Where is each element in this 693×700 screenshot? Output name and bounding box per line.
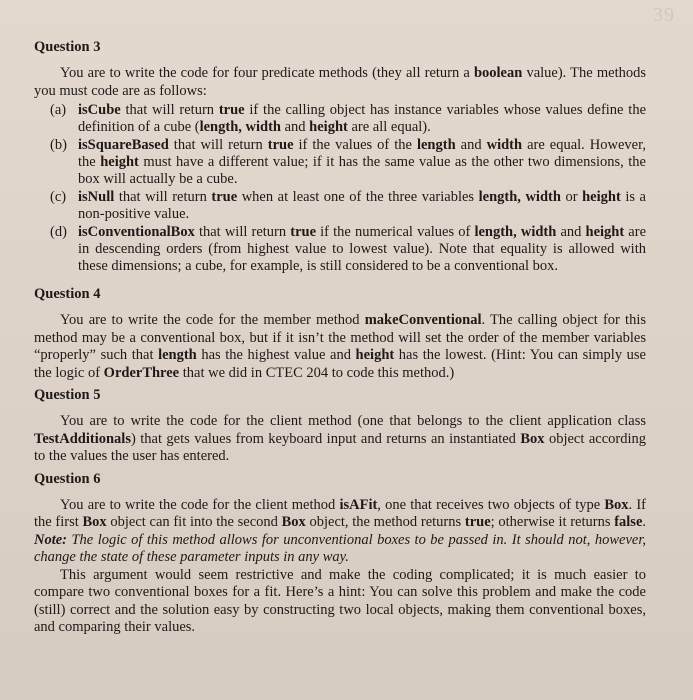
question-3-heading: Question 3 <box>34 39 101 55</box>
question-6-text: You are to write the code for the client method isAFit, one that receives two objects of type Box. If the first Box object can fit into the second Box object, the method returns true; otherwise it returns false. Note: The logic of this method allows for unconventional boxes to be passed in. It should not, however, change the state of these parameter inputs in any way. <box>34 496 646 565</box>
question-3 <box>34 38 646 275</box>
question-6-heading: Question 6 <box>34 470 101 487</box>
note-text: The logic of this method allows for unconventional boxes to be passed in. It should not, however, change the state of these parameter inputs in any way. <box>34 531 646 565</box>
note-label: Note: <box>34 531 68 548</box>
list-item-text: isConventionalBox that will return true if the numerical values of length, width and height are in descending orders (from highest value to lowest value). Note that equality is allowed with these dimensions; a cube, for example, is still considered to be a conventional box. <box>78 224 647 274</box>
question-6 <box>34 470 646 637</box>
intro-text: You are to write the code for four predicate methods (they all return a <box>60 65 474 81</box>
list-item-text: isNull that will return true when at least one of the three variables length, width or height is a non-positive value. <box>78 189 646 222</box>
list-marker: (a) <box>50 102 67 118</box>
intro-text: value). The methods you must code are as follows: <box>34 65 646 99</box>
question-3-intro <box>34 65 646 100</box>
list-item-text: isCube that will return true if the calling object has instance variables whose values define the definition of a cube (length, width and height are all equal). <box>78 102 647 135</box>
intro-bold-term: boolean <box>473 65 523 81</box>
question-4-text: You are to write the code for the member method makeConventional. The calling object for this method may be a conventional box, but if it isn’t the method will set the order of the member variables “properly” such that length has the highest value and height has the lowest. (Hint: You can simply use the logic of OrderThree that we did in CTEC 204 to code this method.) <box>34 312 647 381</box>
list-item-text: isSquareBased that will return true if the values of the length and width are equal. However, the height must have a different value; if it has the same value as the other two dimensions, the box will actually be a cube. <box>78 137 646 187</box>
list-marker: (b) <box>50 137 67 153</box>
page-number: 39 <box>653 4 675 26</box>
question-5 <box>34 386 646 466</box>
question-5-heading: Question 5 <box>34 387 101 403</box>
question-6-hint-paragraph: This argument would seem restrictive and make the coding complicated; it is much easier to compare two conventional boxes for a fit. Here’s a hint: You can solve this problem and make the code (still) correct and the solution easy by constructing two local objects, making them conventional boxes, and comparing their values. <box>34 566 646 635</box>
predicate-method-list <box>34 102 646 275</box>
document-body <box>34 38 646 637</box>
method-name: isNull <box>78 189 115 205</box>
question-5-text: You are to write the code for the client method (one that belongs to the client application class TestAdditionals) that gets values from keyboard input and returns an instantiated Box object according to the values the user has entered. <box>34 413 646 464</box>
method-name: isConventionalBox <box>78 224 195 240</box>
list-item-b <box>34 137 646 188</box>
list-marker: (d) <box>50 224 67 240</box>
list-item-d <box>34 224 646 275</box>
list-item-c <box>34 189 646 223</box>
question-4 <box>34 285 646 382</box>
list-item-a <box>34 102 646 136</box>
question-4-heading: Question 4 <box>34 286 101 302</box>
list-marker: (c) <box>50 189 67 205</box>
method-name: isSquareBased <box>78 137 169 153</box>
method-name: isCube <box>78 102 121 118</box>
